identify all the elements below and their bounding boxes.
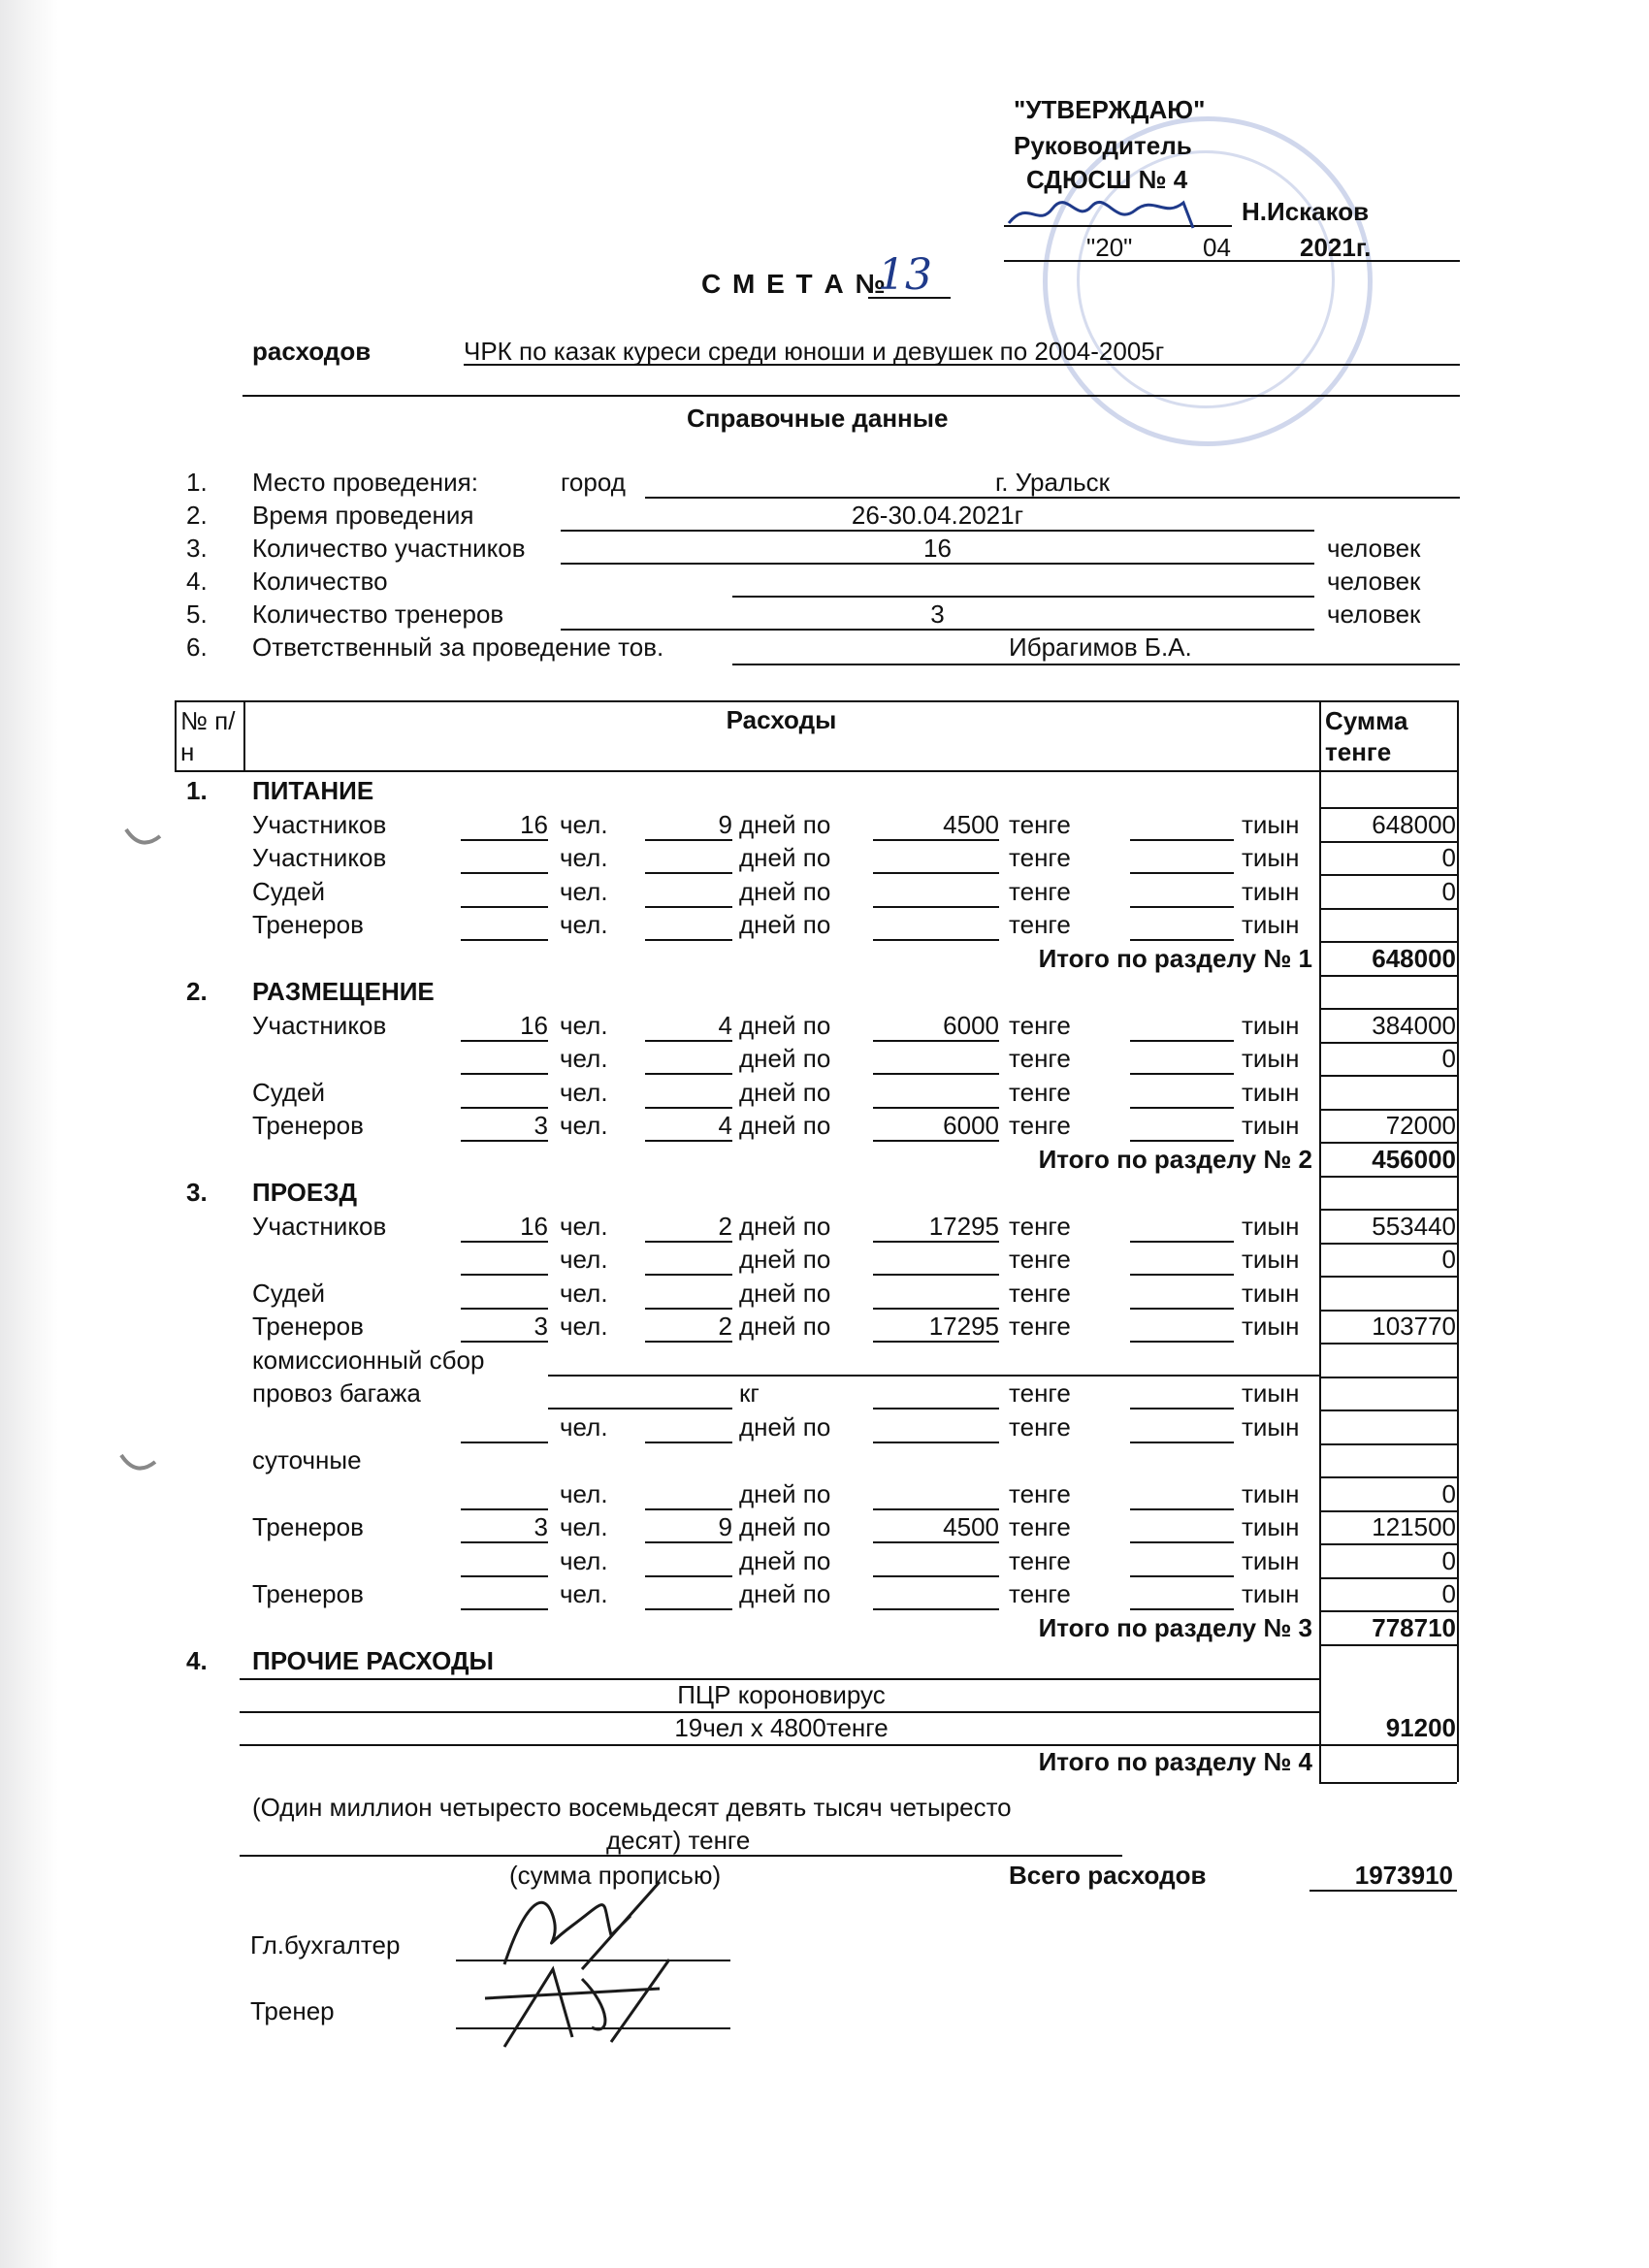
unit-days: дней по — [739, 1545, 831, 1575]
tiyn-line — [1130, 1608, 1234, 1610]
unit-tiyn: тиын — [1242, 1044, 1300, 1073]
rate-line — [873, 1442, 999, 1443]
sum-cell-border — [1319, 908, 1457, 910]
sum-cell-border — [1319, 975, 1457, 977]
total-in-words-underline — [240, 1855, 1122, 1857]
row-sum: 384000 — [1372, 1010, 1456, 1040]
unit-days: дней по — [739, 1010, 831, 1040]
unit-days: дней по — [739, 910, 831, 939]
approval-date-month: 04 — [1203, 233, 1231, 262]
unit-tenge: тенге — [1009, 1378, 1071, 1408]
row-rate: 17295 — [928, 1312, 999, 1341]
section-total-value: 778710 — [1372, 1612, 1456, 1642]
reference-label: Количество тренеров — [252, 599, 504, 629]
purpose-label: расходов — [252, 337, 372, 366]
unit-days: дней по — [739, 1411, 831, 1442]
unit-tenge: тенге — [1009, 1411, 1071, 1442]
unit-tiyn: тиын — [1242, 1478, 1300, 1508]
commission-line — [548, 1375, 1319, 1377]
days-line — [645, 1040, 732, 1042]
tiyn-line — [1130, 839, 1234, 841]
row-qty: 16 — [520, 809, 548, 839]
reference-label: Место проведения: — [252, 468, 478, 497]
row-qty: 16 — [520, 1010, 548, 1040]
row-label: Тренеров — [252, 1579, 364, 1608]
grand-total-underline — [1310, 1890, 1457, 1892]
tiyn-line — [1130, 1508, 1234, 1510]
unit-tiyn: тиын — [1242, 910, 1300, 939]
tiyn-line — [1130, 1541, 1234, 1543]
tiyn-line — [1130, 1073, 1234, 1075]
row-label: Участников — [252, 1010, 387, 1040]
unit-tenge: тенге — [1009, 843, 1071, 872]
qty-line — [461, 1308, 548, 1310]
tiyn-line — [1130, 906, 1234, 908]
commission-label: комиссионный сбор — [252, 1345, 485, 1375]
rate-line — [873, 872, 999, 874]
unit-tiyn: тиын — [1242, 1411, 1300, 1442]
tiyn-line — [1130, 1140, 1234, 1142]
reference-label: Количество — [252, 567, 388, 596]
approval-date-year: 2021г. — [1300, 233, 1372, 262]
rate-line — [873, 1308, 999, 1310]
reference-num: 4. — [186, 567, 208, 596]
reference-value: 3 — [930, 599, 945, 629]
rate-line — [873, 1040, 999, 1042]
unit-tenge: тенге — [1009, 1245, 1071, 1274]
reference-value: г. Уральск — [994, 468, 1111, 497]
unit-tenge: тенге — [1009, 1312, 1071, 1341]
scan-edge-shadow — [0, 0, 58, 2268]
unit-people: чел. — [560, 876, 608, 906]
reference-line — [561, 629, 1314, 631]
unit-days: дней по — [739, 1111, 831, 1140]
qty-line — [461, 1241, 548, 1243]
rate-line — [873, 1073, 999, 1075]
unit-tiyn: тиын — [1242, 876, 1300, 906]
table-header-expenses: Расходы — [726, 705, 837, 734]
unit-people: чел. — [560, 1278, 608, 1308]
row-rate: 6000 — [943, 1010, 999, 1040]
unit-tenge: тенге — [1009, 809, 1071, 839]
rate-line — [873, 1140, 999, 1142]
reference-line — [732, 664, 1460, 665]
unit-tiyn: тиын — [1242, 1278, 1300, 1308]
reference-line — [732, 596, 1314, 598]
rate-line — [873, 906, 999, 908]
unit-tiyn: тиын — [1242, 1378, 1300, 1408]
rate-line — [873, 939, 999, 941]
reference-label: Ответственный за проведение тов. — [252, 632, 664, 662]
table-border-top — [175, 700, 1457, 702]
unit-tiyn: тиын — [1242, 1211, 1300, 1241]
approval-date-line — [1004, 260, 1460, 262]
section-total-value: 456000 — [1372, 1144, 1456, 1174]
row-rate: 4500 — [943, 809, 999, 839]
unit-tenge: тенге — [1009, 1278, 1071, 1308]
sum-cell-border — [1319, 1409, 1457, 1411]
sum-cell-border — [1319, 1343, 1457, 1345]
unit-days: дней по — [739, 843, 831, 872]
section-total-label: Итого по разделу № 3 — [1038, 1612, 1312, 1642]
tiyn-line — [1130, 1341, 1234, 1343]
unit-tiyn: тиын — [1242, 1312, 1300, 1341]
days-line — [645, 1140, 732, 1142]
unit-days: дней по — [739, 809, 831, 839]
row-sum: 0 — [1441, 876, 1456, 906]
unit-tenge: тенге — [1009, 910, 1071, 939]
row-label: Тренеров — [252, 1312, 364, 1341]
unit-people: чел. — [560, 1312, 608, 1341]
unit-people: чел. — [560, 1579, 608, 1608]
qty-line — [461, 1508, 548, 1510]
rate-line — [873, 1341, 999, 1343]
row-sum: 72000 — [1385, 1111, 1456, 1140]
document-title: С М Е Т А № — [701, 269, 888, 299]
row-label: Судей — [252, 876, 326, 906]
row-qty: 3 — [534, 1312, 548, 1341]
unit-people: чел. — [560, 1077, 608, 1107]
days-line — [645, 872, 732, 874]
unit-tenge: тенге — [1009, 876, 1071, 906]
approval-org: СДЮСШ № 4 — [1026, 165, 1188, 194]
row-days: 2 — [718, 1312, 732, 1341]
section-total-value: 648000 — [1372, 943, 1456, 973]
qty-line — [461, 906, 548, 908]
rate-line — [873, 839, 999, 841]
tiyn-line — [1130, 1274, 1234, 1276]
row-sum: 553440 — [1372, 1211, 1456, 1241]
row-label: Тренеров — [252, 1512, 364, 1541]
hole-punch-mark — [121, 825, 165, 854]
approval-date-day: "20" — [1086, 233, 1133, 262]
section-num: 2. — [186, 977, 208, 1006]
reference-unit: человек — [1327, 567, 1421, 596]
tiyn-line — [1130, 1308, 1234, 1310]
coach-signature — [466, 1950, 698, 2057]
qty-line — [461, 1608, 548, 1610]
days-line — [645, 1541, 732, 1543]
row-sum: 648000 — [1372, 809, 1456, 839]
table-sum-col-left — [1319, 700, 1321, 1782]
daily-label: суточные — [252, 1445, 362, 1474]
tiyn-line — [1130, 1408, 1234, 1409]
unit-tenge: тенге — [1009, 1579, 1071, 1608]
row-qty: 3 — [534, 1512, 548, 1541]
reference-num: 6. — [186, 632, 208, 662]
sum-cell-border — [1319, 1443, 1457, 1445]
baggage-line — [548, 1408, 732, 1409]
unit-tiyn: тиын — [1242, 843, 1300, 872]
unit-days: дней по — [739, 1278, 831, 1308]
days-line — [645, 1442, 732, 1443]
purpose-line — [464, 364, 1460, 366]
row-sum: 0 — [1441, 1545, 1456, 1575]
total-in-words-line1: (Один миллион четыресто восемьдесят девять тысяч четыресто — [252, 1793, 1012, 1822]
accountant-label: Гл.бухгалтер — [250, 1930, 401, 1960]
coach-label: Тренер — [250, 1996, 335, 2025]
rate-line — [873, 1241, 999, 1243]
qty-line — [461, 839, 548, 841]
other-expense-sum: 91200 — [1385, 1713, 1456, 1742]
unit-tenge: тенге — [1009, 1077, 1071, 1107]
total-in-words-caption: (сумма прописью) — [509, 1861, 722, 1890]
unit-people: чел. — [560, 910, 608, 939]
tiyn-line — [1130, 872, 1234, 874]
qty-line — [461, 1274, 548, 1276]
rate-line — [873, 1408, 999, 1409]
row-label: Участников — [252, 809, 387, 839]
days-line — [645, 1308, 732, 1310]
reference-num: 2. — [186, 501, 208, 530]
purpose-value: ЧРК по казак куреси среди юноши и девушек по 2004-2005г — [464, 337, 1165, 366]
sum-cell-border — [1319, 1075, 1457, 1077]
qty-line — [461, 1442, 548, 1443]
unit-tenge: тенге — [1009, 1010, 1071, 1040]
rate-line — [873, 1508, 999, 1510]
tiyn-line — [1130, 1241, 1234, 1243]
row-label: Тренеров — [252, 910, 364, 939]
row-sum: 103770 — [1372, 1312, 1456, 1341]
reference-num: 5. — [186, 599, 208, 629]
days-line — [645, 1575, 732, 1577]
reference-sub: город — [561, 468, 626, 497]
row-sum: 0 — [1441, 1579, 1456, 1608]
director-signature — [999, 189, 1232, 238]
row-rate: 4500 — [943, 1512, 999, 1541]
purpose-line-2 — [242, 395, 1460, 397]
unit-tiyn: тиын — [1242, 1010, 1300, 1040]
row-sum: 121500 — [1372, 1512, 1456, 1541]
table-header-bottom — [175, 770, 1457, 772]
unit-tenge: тенге — [1009, 1512, 1071, 1541]
reference-value: Ибрагимов Б.А. — [1009, 632, 1192, 662]
reference-label: Время проведения — [252, 501, 474, 530]
document-number-line — [868, 297, 951, 299]
section-title: РАЗМЕЩЕНИЕ — [252, 977, 435, 1006]
qty-line — [461, 872, 548, 874]
tiyn-line — [1130, 1575, 1234, 1577]
unit-tenge: тенге — [1009, 1044, 1071, 1073]
days-line — [645, 1241, 732, 1243]
reference-unit: человек — [1327, 534, 1421, 563]
section-total-label: Итого по разделу № 1 — [1038, 943, 1312, 973]
reference-line — [561, 530, 1314, 532]
rate-line — [873, 1107, 999, 1109]
unit-people: чел. — [560, 1010, 608, 1040]
qty-line — [461, 1073, 548, 1075]
section-num: 1. — [186, 776, 208, 805]
unit-tiyn: тиын — [1242, 1579, 1300, 1608]
days-line — [645, 1073, 732, 1075]
unit-people: чел. — [560, 1478, 608, 1508]
unit-tenge: тенге — [1009, 1478, 1071, 1508]
unit-people: чел. — [560, 1111, 608, 1140]
other-expense-line2: 19чел х 4800тенге — [674, 1713, 889, 1742]
row-qty: 16 — [520, 1211, 548, 1241]
qty-line — [461, 939, 548, 941]
days-line — [645, 906, 732, 908]
other-expense-line1: ПЦР короновирус — [677, 1679, 886, 1709]
reference-value: 16 — [923, 534, 952, 563]
row-label: Судей — [252, 1278, 326, 1308]
reference-num: 3. — [186, 534, 208, 563]
sum-cell-border — [1319, 1377, 1457, 1378]
unit-tiyn: тиын — [1242, 809, 1300, 839]
unit-people: чел. — [560, 1512, 608, 1541]
reference-line — [645, 497, 1460, 499]
unit-tiyn: тиын — [1242, 1512, 1300, 1541]
tiyn-line — [1130, 1442, 1234, 1443]
grand-total-label: Всего расходов — [1009, 1861, 1207, 1890]
unit-tenge: тенге — [1009, 1111, 1071, 1140]
reference-label: Количество участников — [252, 534, 526, 563]
unit-days: дней по — [739, 1478, 831, 1508]
baggage-label: провоз багажа — [252, 1378, 421, 1408]
unit-days: дней по — [739, 1077, 831, 1107]
unit-people: чел. — [560, 1211, 608, 1241]
approval-name: Н.Искаков — [1242, 197, 1370, 226]
document-number: 13 — [878, 250, 932, 300]
unit-tiyn: тиын — [1242, 1545, 1300, 1575]
rate-line — [873, 1575, 999, 1577]
unit-people: чел. — [560, 1411, 608, 1442]
qty-line — [461, 1541, 548, 1543]
unit-people: чел. — [560, 1545, 608, 1575]
row-label: Участников — [252, 1211, 387, 1241]
row-rate: 17295 — [928, 1211, 999, 1241]
table-border-left — [175, 700, 177, 770]
other-expense-top-line — [240, 1678, 1319, 1680]
table-border-right — [1457, 700, 1459, 1782]
section-num: 3. — [186, 1178, 208, 1207]
unit-days: дней по — [739, 1245, 831, 1274]
qty-line — [461, 1575, 548, 1577]
sum-cell-border — [1319, 1644, 1457, 1646]
qty-line — [461, 1140, 548, 1142]
rate-line — [873, 1541, 999, 1543]
qty-line — [461, 1040, 548, 1042]
days-line — [645, 939, 732, 941]
hole-punch-mark — [116, 1450, 160, 1479]
unit-days: дней по — [739, 1312, 831, 1341]
tiyn-line — [1130, 939, 1234, 941]
approval-heading: "УТВЕРЖДАЮ" — [1014, 95, 1206, 124]
rate-line — [873, 1274, 999, 1276]
unit-days: дней по — [739, 1512, 831, 1541]
row-days: 9 — [718, 1512, 732, 1541]
row-days: 4 — [718, 1010, 732, 1040]
reference-unit: человек — [1327, 599, 1421, 629]
row-rate: 6000 — [943, 1111, 999, 1140]
unit-days: дней по — [739, 876, 831, 906]
reference-line — [561, 563, 1314, 565]
unit-people: чел. — [560, 1245, 608, 1274]
days-line — [645, 1341, 732, 1343]
row-sum: 0 — [1441, 1478, 1456, 1508]
table-sum-bottom — [1319, 1782, 1457, 1784]
section-title: ПРОЧИЕ РАСХОДЫ — [252, 1646, 494, 1675]
row-sum: 0 — [1441, 843, 1456, 872]
row-qty: 3 — [534, 1111, 548, 1140]
unit-tiyn: тиын — [1242, 1111, 1300, 1140]
unit-days: дней по — [739, 1044, 831, 1073]
tiyn-line — [1130, 1107, 1234, 1109]
table-header-num: № п/н — [180, 706, 236, 766]
unit-people: чел. — [560, 809, 608, 839]
unit-tiyn: тиын — [1242, 1077, 1300, 1107]
days-line — [645, 1608, 732, 1610]
row-label: Тренеров — [252, 1111, 364, 1140]
approval-role: Руководитель — [1014, 131, 1192, 160]
unit-kg: кг — [739, 1378, 760, 1408]
section-title: ПРОЕЗД — [252, 1178, 358, 1207]
sum-cell-border — [1319, 1176, 1457, 1178]
unit-days: дней по — [739, 1579, 831, 1608]
table-header-sum: Сумма тенге — [1325, 706, 1408, 766]
row-label: Участников — [252, 843, 387, 872]
reference-title: Справочные данные — [687, 404, 949, 433]
row-label: Судей — [252, 1077, 326, 1107]
row-days: 2 — [718, 1211, 732, 1241]
section-num: 4. — [186, 1646, 208, 1675]
days-line — [645, 839, 732, 841]
section-title: ПИТАНИЕ — [252, 776, 374, 805]
section-total-label: Итого по разделу № 2 — [1038, 1144, 1312, 1174]
rate-line — [873, 1608, 999, 1610]
section-total-label: Итого по разделу № 4 — [1038, 1746, 1312, 1776]
unit-tenge: тенге — [1009, 1545, 1071, 1575]
qty-line — [461, 1341, 548, 1343]
days-line — [645, 1107, 732, 1109]
row-days: 4 — [718, 1111, 732, 1140]
unit-people: чел. — [560, 1044, 608, 1073]
qty-line — [461, 1107, 548, 1109]
row-sum: 0 — [1441, 1245, 1456, 1274]
tiyn-line — [1130, 1040, 1234, 1042]
reference-value: 26-30.04.2021г — [851, 501, 1024, 530]
unit-tenge: тенге — [1009, 1211, 1071, 1241]
sum-cell-border — [1319, 1276, 1457, 1278]
unit-tiyn: тиын — [1242, 1245, 1300, 1274]
days-line — [645, 1274, 732, 1276]
row-sum: 0 — [1441, 1044, 1456, 1073]
unit-days: дней по — [739, 1211, 831, 1241]
reference-num: 1. — [186, 468, 208, 497]
grand-total-value: 1973910 — [1354, 1861, 1453, 1890]
total-in-words-line2: десят) тенге — [606, 1826, 751, 1855]
unit-people: чел. — [560, 843, 608, 872]
row-days: 9 — [718, 809, 732, 839]
days-line — [645, 1508, 732, 1510]
